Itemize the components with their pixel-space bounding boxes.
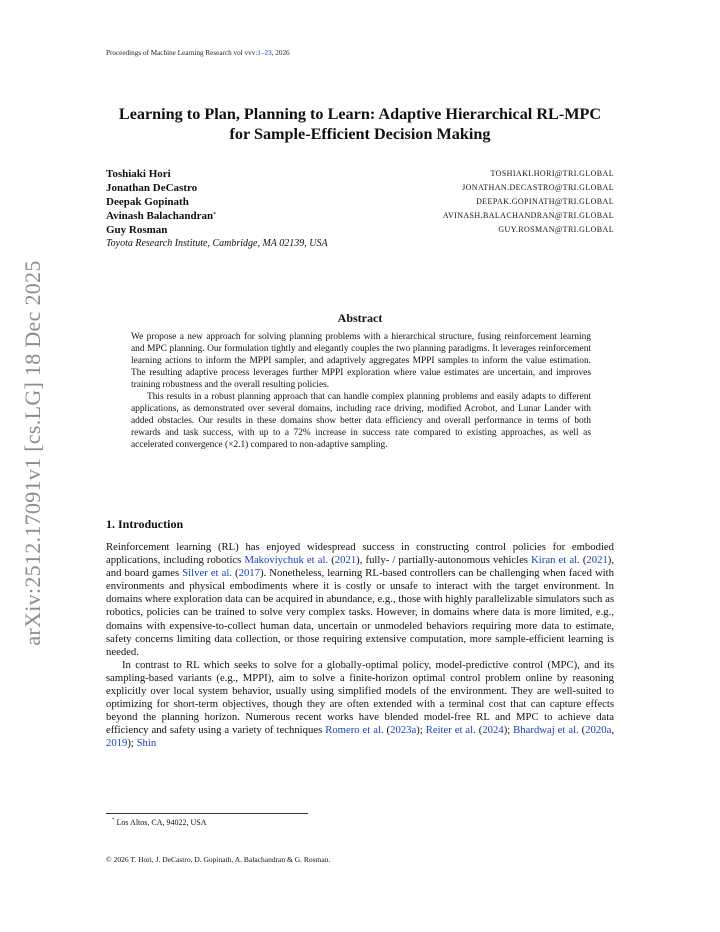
text-run: , [611, 724, 614, 737]
page-range-link[interactable]: 1–23 [257, 49, 272, 57]
citation-link[interactable]: 2017 [238, 567, 260, 580]
text-run: ( [579, 554, 587, 567]
footnote-marker: * [112, 818, 115, 823]
text-run: ); [503, 724, 514, 737]
author-row [106, 181, 614, 195]
citation-link[interactable]: Romero et al. [325, 724, 384, 737]
author-row [106, 223, 614, 237]
citation-link[interactable]: Shin [136, 737, 157, 750]
citation-link[interactable]: 2021 [586, 554, 608, 567]
author-name: Deepak Gopinath [106, 196, 189, 208]
author-email: JONATHAN.DECASTRO@TRI.GLOBAL [462, 183, 614, 192]
abstract-body [131, 331, 591, 451]
author-name-with-mark [106, 209, 216, 223]
citation-link[interactable]: Makoviychuk et al. [244, 554, 329, 567]
author-email: GUY.ROSMAN@TRI.GLOBAL [498, 225, 614, 234]
author-email: DEEPAK.GOPINATH@TRI.GLOBAL [476, 197, 614, 206]
text-run: ( [231, 567, 239, 580]
paper-title [106, 104, 614, 144]
text-run: ); [416, 724, 426, 737]
text-run: ). Nonetheless, learning RL-based controllers can be challenging when faced with environments and physical embodiments where it is costly or unsafe to interact with the target environment. In domains where exploration data can be acquired in abundance, e.g., those with highly parallelizable simulators such as robotics, policies can be trained to solve very complex tasks. However, in domains where data is more limited, e.g., domains with expensive-to-collect human data, uncertain or unmodeled behaviors requiring more data to estimate, safety concerns limiting data collection, or those requiring extensive computation, more sample-efficient learning is needed. [106, 567, 614, 658]
author-name: Toshiaki Hori [106, 168, 171, 180]
text-run: ( [578, 724, 586, 737]
text-run: ), fully- / partially-autonomous vehicles [356, 554, 532, 567]
citation-link[interactable]: Bhardwaj et al. [513, 724, 579, 737]
text-run: In contrast to RL which seeks to solve for a globally-optimal policy, model-predictive control (MPC), and its sampling-based variants (e.g., MPPI), aim to solve a finite-horizon optimal control problem online by reasoning explicitly over local system behavior, usually using simplified models of the environment. They are well-suited to optimizing for short-term objectives, though they are often extended with a terminal cost that can capture effects beyond the planning horizon. Numerous recent works have blended model-free RL and MPC to achieve data efficiency and safety using a variety of techniques [106, 658, 614, 737]
introduction-body [106, 541, 614, 751]
intro-paragraph-2 [106, 659, 614, 751]
author-name: Guy Rosman [106, 224, 168, 236]
text-run: ( [383, 724, 391, 737]
citation-link[interactable]: 2024 [482, 724, 504, 737]
footnote-mark: * [213, 212, 217, 218]
citation-link[interactable]: 2023a [390, 724, 417, 737]
footnote [112, 818, 207, 827]
affiliation: Toyota Research Institute, Cambridge, MA 02139, USA [106, 238, 328, 249]
citation-link[interactable]: 2021 [334, 554, 357, 567]
title-line-2: for Sample-Efficient Decision Making [229, 125, 491, 143]
citation-link[interactable]: Reiter et al. [425, 724, 476, 737]
footnote-text: Los Altos, CA, 94022, USA [114, 818, 207, 827]
author-email: TOSHIAKI.HORI@TRI.GLOBAL [490, 169, 614, 178]
footnote-divider [106, 813, 308, 814]
running-header [106, 49, 290, 57]
text-run: ), and board games [106, 554, 615, 580]
intro-paragraph-1 [106, 541, 614, 659]
running-header-year: , 2026 [271, 49, 290, 57]
author-email: AVINASH.BALACHANDRAN@TRI.GLOBAL [442, 211, 614, 220]
citation-link[interactable]: 2019 [106, 737, 128, 750]
author-row [106, 195, 614, 209]
author-row [106, 167, 614, 181]
text-run: ); [127, 737, 137, 750]
author-name: Jonathan DeCastro [106, 182, 198, 194]
citation-link[interactable]: 2020a [585, 724, 612, 737]
arxiv-identifier: arXiv:2512.17091v1 [cs.LG] 18 Dec 2025 [20, 260, 45, 646]
author-name: Avinash Balachandran [106, 210, 214, 222]
citation-link[interactable]: Kiran et al. [531, 554, 580, 567]
author-block [106, 167, 614, 251]
text-run: ( [475, 724, 483, 737]
text-run: Reinforcement learning (RL) has enjoyed widespread success in constructing control policies for embodied applications, including robotics [106, 541, 614, 567]
abstract-heading: Abstract [337, 311, 383, 325]
text-run: ( [328, 554, 335, 567]
abstract-paragraph-2: This results in a robust planning approach that can handle complex planning problems and easily adapts to different applications, as demonstrated over several domains, including race driving, modified Acrobot, and Lunar Lander with added obstacles. Our results in these domains show better data efficiency and overall performance in terms of both rewards and task success, with up to a 72% increase in success rate compared to existing approaches, as well as accelerated convergence (×2.1) compared to non-adaptive sampling. [131, 392, 591, 450]
title-line-1: Learning to Plan, Planning to Learn: Adaptive Hierarchical RL-MPC [118, 105, 602, 123]
author-row [106, 209, 614, 223]
abstract-paragraph-1: We propose a new approach for solving planning problems with a hierarchical structure, fusing reinforcement learning and MPC planning. Our formulation tightly and elegantly couples the two planning paradigms. It leverages reinforcement learning actions to inform the MPPI sampler, and adaptively aggregates MPPI samples to inform the value estimation. The resulting adaptive process leverages further MPPI exploration where value estimates are uncertain, and improves training robustness and the overall resulting policies. [131, 332, 591, 390]
copyright-notice: © 2026 T. Hori, J. DeCastro, D. Gopinath, A. Balachandran & G. Rosman. [106, 855, 331, 864]
citation-link[interactable]: Silver et al. [182, 567, 232, 580]
running-header-text: Proceedings of Machine Learning Research vol vvv: [106, 49, 258, 57]
section-heading: 1. Introduction [106, 517, 184, 531]
